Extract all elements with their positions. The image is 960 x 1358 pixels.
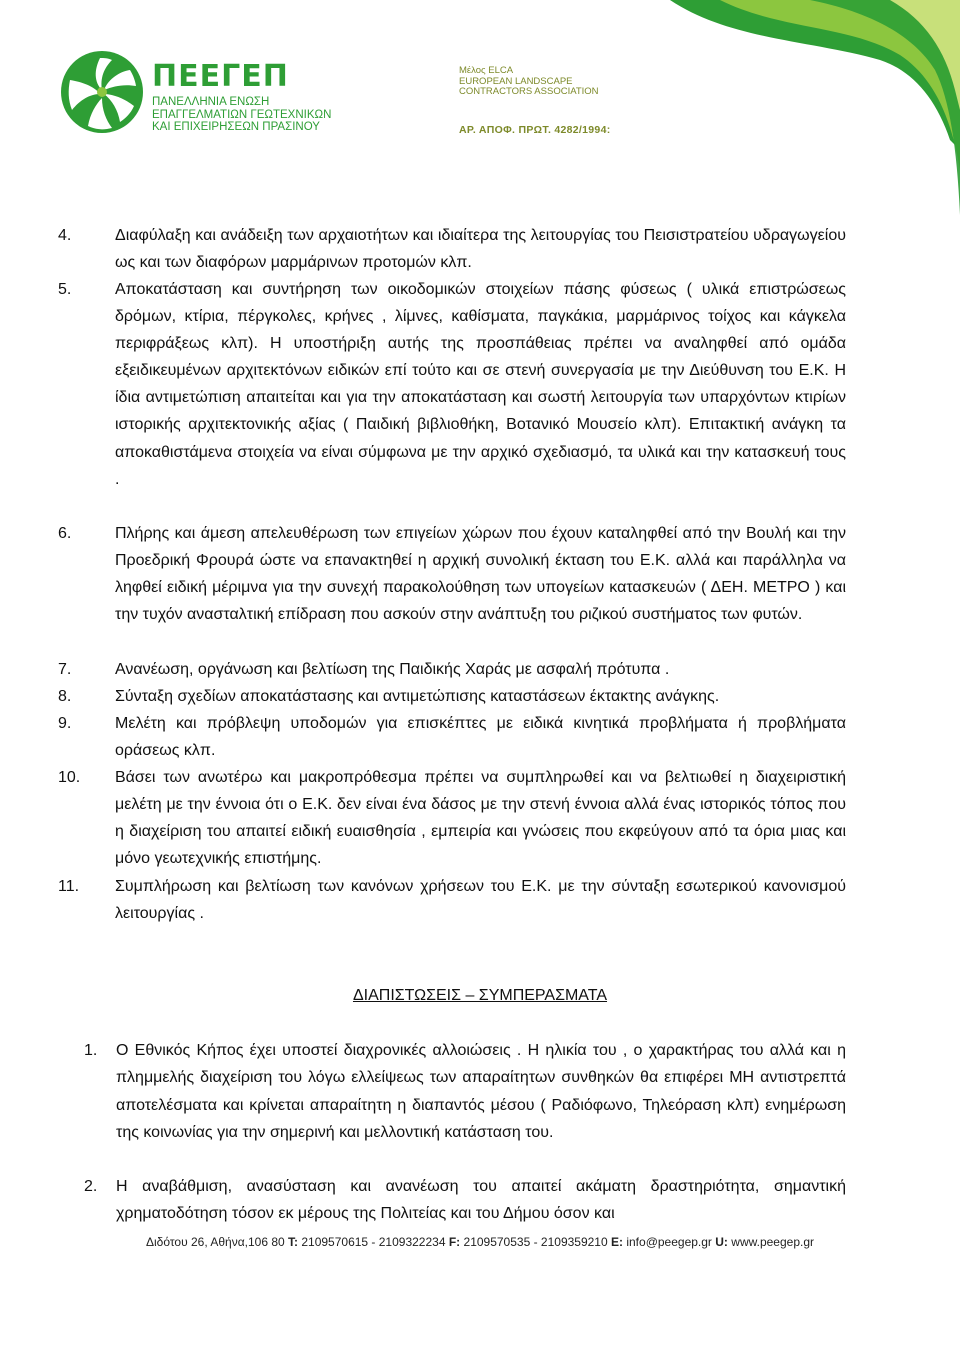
list-item-number: 5. (58, 281, 72, 298)
registration-number: ΑΡ. ΑΠΟΦ. ΠΡΩΤ. 4282/1994: (459, 124, 611, 136)
logo-name: ΠΕΕΓΕΠ (152, 59, 289, 94)
logo-subtitle-line: ΚΑΙ ΕΠΙΧΕΙΡΗΣΕΩΝ ΠΡΑΣΙΝΟΥ (152, 121, 320, 133)
peegep-logo-icon (60, 50, 144, 134)
footer-url: www.peegep.gr (731, 1235, 814, 1249)
decorative-leaf-swoosh (660, 0, 960, 230)
conclusion-number: 2. (84, 1178, 98, 1195)
list-item-text: Μελέτη και πρόβλεψη υποδομών για επισκέπτες με ειδικά κινητικά προβλήματα ή προβλήματα οράσεως κλπ. (115, 715, 846, 760)
conclusion-text: Η αναβάθμιση, ανασύσταση και ανανέωση του απαιτεί ακάματη δραστηριότητα, σημαντική χρηματοδότηση τόσον εκ μέρους της Πολιτείας και του Δήμου όσον και (116, 1178, 846, 1223)
list-item-text: Σύνταξη σχεδίων αποκατάστασης και αντιμετώπισης καταστάσεων έκτακτης ανάγκης. (115, 688, 720, 705)
footer-url-label: U: (715, 1235, 728, 1249)
section-heading (0, 984, 960, 1008)
footer-email: info@peegep.gr (626, 1235, 712, 1249)
list-item-text: Βάσει των ανωτέρω και μακροπρόθεσμα πρέπει να συμπληρωθεί και να βελτιωθεί η διαχειριστική μελέτη με την έννοια ότι ο Ε.Κ. δεν είναι ένα δάσος με την στενή έννοια αλλά ένας ιστορικός τόπος που η διαχείριση του απαιτεί ειδική ευαισθησία , εμπειρία και γνώσεις που εκφεύγουν από τα όρια μιας και μόνο γεωτεχνικής επιστήμης. (115, 769, 846, 868)
list-item-number: 7. (58, 661, 72, 678)
list-item-number: 9. (58, 715, 72, 732)
list-item-text: Αποκατάσταση και συντήρηση των οικοδομικών στοιχείων πάσης φύσεως ( υλικά επιστρώσεως δρόμων, κτίρια, πέργκολες, κρήνες , λίμνες, καθίσματα, παγκάκια, μαρμάρινος τοίχος και κάγκελα περιφράξεως κλπ). Η υποστήριξη αυτής της προσπάθειας πρέπει να αναληφθεί από ομάδα εξειδικευμένων αρχιτεκτόνων ειδικών επί τούτο και σε στενή συνεργασία με την Διεύθυνση του Ε.Κ. Η ίδια αντιμετώπιση απαιτείται και για την αποκατάσταση και σωστή λειτουργία των υπαρχόντων κτιρίων ιστορικής αρχιτεκτονικής αξίας ( Παιδική βιβλιοθήκη, Βοτανικό Μουσείο κλπ). Επιτακτική ανάγκη τα αποκαθιστάμενα στοιχεία να είναι σύμφωνα με την αρχικό σχεδιασμό, τα υλικά και την κατασκευή τους . (115, 281, 846, 488)
footer-phone-label: T: (288, 1235, 299, 1249)
footer-phone: 2109570615 - 2109322234 (301, 1235, 446, 1249)
list-item-number: 11. (58, 878, 80, 895)
footer-address: Διδότου 26, Αθήνα,106 80 (145, 1235, 285, 1249)
list-item-text: Ανανέωση, οργάνωση και βελτίωση της Παιδικής Χαράς με ασφαλή πρότυπα . (115, 661, 670, 678)
list-item-number: 10. (58, 769, 81, 786)
logo-subtitle (152, 96, 331, 134)
list-item-text: Διαφύλαξη και ανάδειξη των αρχαιοτήτων και ιδιαίτερα της λειτουργίας του Πεισιστρατείου υδραγωγείου ως και των διαφόρων μαρμάρινων προτομών κλπ. (115, 227, 846, 272)
list-item-text: Συμπλήρωση και βελτίωση των κανόνων χρήσεων του Ε.Κ. με την σύνταξη εσωτερικού κανονισμού λειτουργίας . (115, 878, 846, 923)
conclusion-number: 1. (84, 1042, 98, 1059)
logo-subtitle-line: ΠΑΝΕΛΛΗΝΙΑ ΕΝΩΣΗ (152, 96, 270, 108)
conclusion-text: Ο Εθνικός Κήπος έχει υποστεί διαχρονικές αλλοιώσεις . Η ηλικία του , ο χαρακτήρας του αλλά και η πλημμελής διαχείριση του λόγω ελλείψεως των απαραίτητων συνθηκών θα επιφέρει ΜΗ αντιστρεπτά αποτελέσματα και κρίνεται απαραίτητη η διαπαντός μέσου ( Ραδιόφωνο, Τηλεόραση κλπ) ενημέρωση της κοινωνίας για την σημερινή και μελλοντική κατάσταση του. (116, 1042, 846, 1141)
elca-line: CONTRACTORS ASSOCIATION (459, 86, 599, 97)
elca-line: EUROPEAN LANDSCAPE (459, 75, 573, 87)
footer-fax: 2109570535 - 2109359210 (463, 1235, 608, 1249)
elca-membership (459, 66, 599, 98)
list-item-text: Πλήρης και άμεση απελευθέρωση των επιγείων χώρων που έχουν καταληφθεί από την Βουλή και την Προεδρική Φρουρά ώστε να επανακτηθεί η αρχική συνολική έκταση του Ε.Κ. αλλά και παράλληλα να ληφθεί ειδική μέριμνα για την συνεχή παρακολούθηση των υπογείων κατασκευών ( ΔΕΗ. ΜΕΤΡΟ ) και την τυχόν ανασταλτική επίδραση που ασκούν στην ανάπτυξη του ριζικού συστήματος των φυτών. (115, 525, 846, 624)
elca-line: Μέλος ELCA (459, 65, 514, 76)
list-item-number: 8. (58, 688, 72, 705)
list-item-number: 6. (58, 525, 72, 542)
organization-logo-text (152, 59, 332, 134)
logo-subtitle-line: ΕΠΑΓΓΕΛΜΑΤΙΩΝ ΓΕΩΤΕΧΝΙΚΩΝ (152, 108, 332, 121)
section-heading-text: ΔΙΑΠΙΣΤΩΣΕΙΣ – ΣΥΜΠΕΡΑΣΜΑΤΑ (352, 987, 608, 1004)
footer-fax-label: F: (448, 1235, 461, 1249)
footer-contact (0, 1235, 960, 1249)
list-item-number: 4. (58, 227, 72, 244)
footer-email-label: E: (611, 1235, 623, 1249)
